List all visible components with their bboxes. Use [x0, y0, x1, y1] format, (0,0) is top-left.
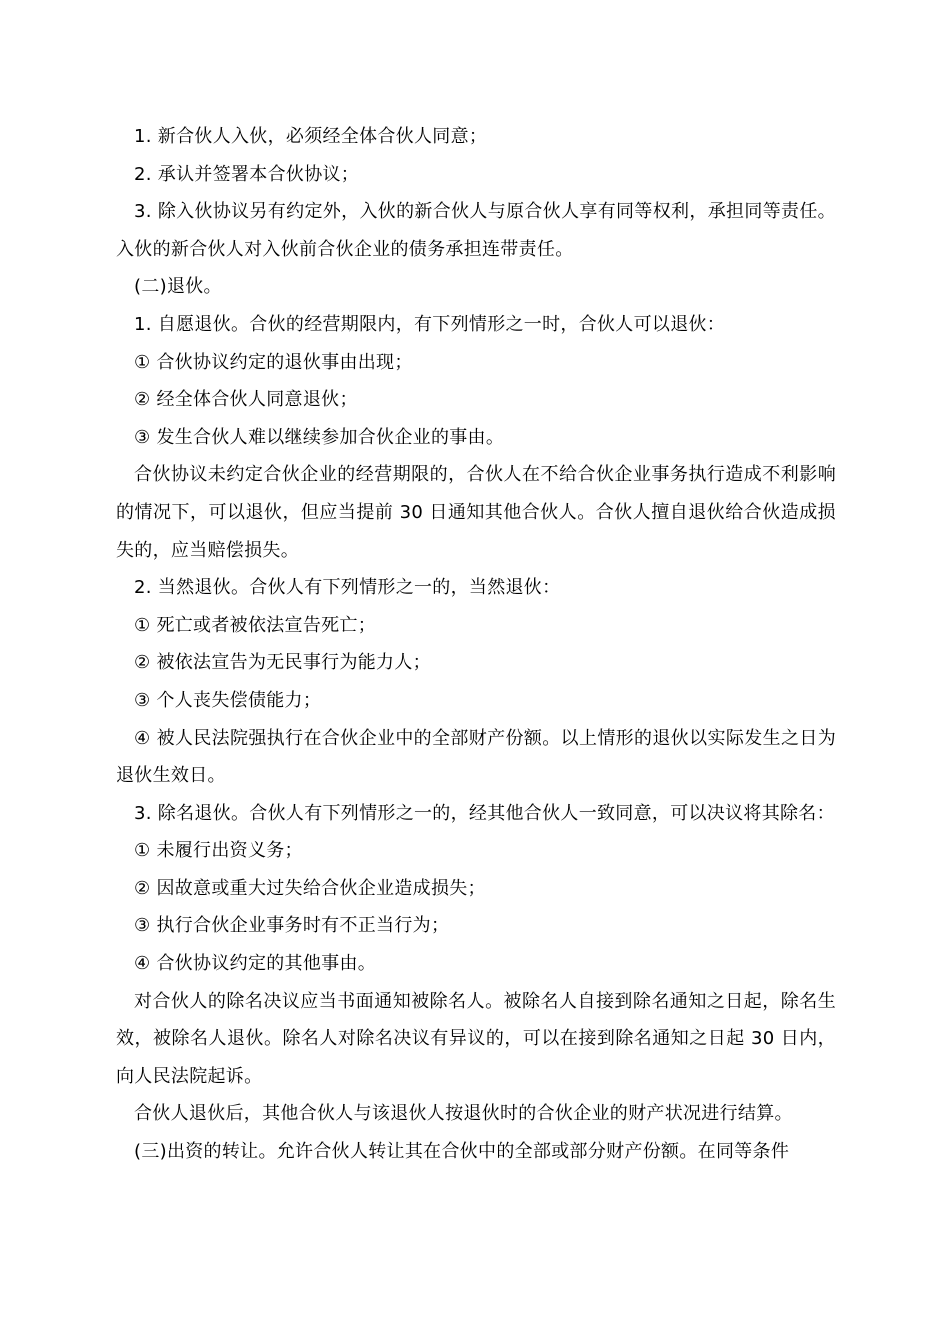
list-item: ③ 执行合伙企业事务时有不正当行为；	[134, 915, 450, 937]
paragraph-expulsion: 3. 除名退伙。合伙人有下列情形之一的，经其他合伙人一致同意，可以决议将其除名：	[134, 802, 835, 824]
list-item: ② 经全体合伙人同意退伙；	[134, 389, 358, 411]
list-item: ④ 合伙协议约定的其他事由。	[134, 953, 377, 975]
paragraph-1: 1. 新合伙人入伙，必须经全体合伙人同意；	[134, 126, 488, 147]
list-item: ① 未履行出资义务；	[134, 840, 303, 862]
list-item: ② 因故意或重大过失给合伙企业造成损失；	[134, 877, 486, 899]
list-item: ③ 发生合伙人难以继续参加合伙企业的事由。	[134, 426, 505, 448]
document-body	[116, 118, 836, 1171]
list-item: ④ 被人民法院强执行在合伙企业中的全部财产份额。以上情形的退伙以实际发生之日为退伙生效日。	[116, 727, 836, 787]
section-heading-transfer: (三)出资的转让。允许合伙人转让其在合伙中的全部或部分财产份额。在同等条件	[134, 1141, 790, 1163]
paragraph-2: 2. 承认并签署本合伙协议；	[134, 163, 360, 185]
list-item: ③ 个人丧失偿债能力；	[134, 689, 322, 711]
section-heading-withdrawal: (二)退伙。	[134, 276, 222, 298]
list-item: ② 被依法宣告为无民事行为能力人；	[134, 652, 431, 674]
paragraph-automatic-withdrawal: 2. 当然退伙。合伙人有下列情形之一的，当然退伙：	[134, 577, 561, 599]
paragraph-expulsion-notice: 对合伙人的除名决议应当书面通知被除名人。被除名人自接到除名通知之日起，除名生效，被除名人退伙。除名人对除名决议有异议的，可以在接到除名通知之日起 30 日内，向人民法院起诉。	[116, 990, 836, 1087]
list-item: ① 合伙协议约定的退伙事由出现；	[134, 351, 413, 373]
paragraph-3: 3. 除入伙协议另有约定外，入伙的新合伙人与原合伙人享有同等权利，承担同等责任。入伙的新合伙人对入伙前合伙企业的债务承担连带责任。	[116, 201, 836, 260]
paragraph-notice-period: 合伙协议未约定合伙企业的经营期限的，合伙人在不给合伙企业事务执行造成不利影响的情况下，可以退伙，但应当提前 30 日通知其他合伙人。合伙人擅自退伙给合伙造成损失的，应当赔偿损失。	[116, 464, 836, 561]
list-item: ① 死亡或者被依法宣告死亡；	[134, 614, 377, 636]
paragraph-settlement: 合伙人退伙后，其他合伙人与该退伙人按退伙时的合伙企业的财产状况进行结算。	[134, 1103, 793, 1125]
paragraph-voluntary-withdrawal: 1. 自愿退伙。合伙的经营期限内，有下列情形之一时，合伙人可以退伙：	[134, 313, 726, 335]
